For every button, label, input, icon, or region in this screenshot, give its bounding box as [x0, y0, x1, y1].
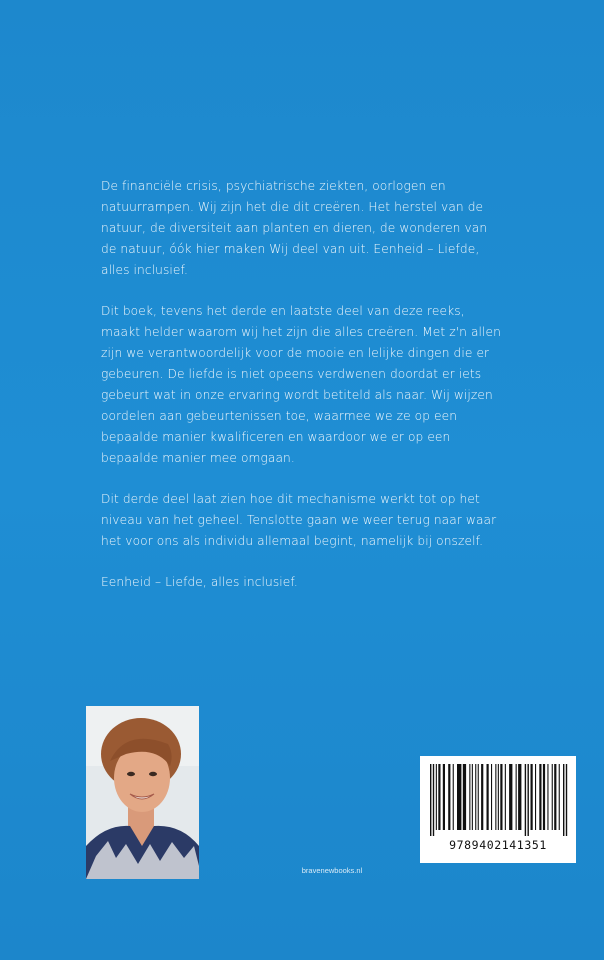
blurb-paragraph-2: Dit boek, tevens het derde en laatste deel van deze reeks, maakt helder waarom wij het zijn die alles creëren. Met z'n allen zijn we verantwoordelijk voor de mooie en lelijke dingen die er gebeuren. De liefde is niet opeens verdwenen doordat er iets gebeurt wat in onze ervaring wordt betiteld als naar. Wij wijzen oordelen aan gebeurtenissen toe, waarmee we ze op een bepaalde manier kwalificeren en waardoor we er op een bepaalde manier mee omgaan. — [101, 304, 501, 465]
publisher-url: bravenewbooks.nl — [301, 866, 363, 875]
blurb-text — [101, 176, 506, 613]
barcode-bars — [428, 764, 568, 836]
author-photo — [86, 706, 199, 879]
isbn-barcode — [420, 756, 576, 863]
isbn-number: 9789402141351 — [449, 838, 547, 852]
blurb-paragraph-1: De financiële crisis, psychiatrische ziekten, oorlogen en natuurrampen. Wij zijn het die dit creëren. Het herstel van de natuur, de diversiteit aan planten en dieren, de wonderen van de natuur, óók hier maken Wij deel van uit. Eenheid – Liefde, alles inclusief. — [101, 179, 488, 277]
blurb-paragraph-3: Dit derde deel laat zien hoe dit mechanisme werkt tot op het niveau van het geheel. Tenslotte gaan we weer terug naar waar het voor ons als individu allemaal begint, namelijk bij onszelf. — [101, 492, 497, 548]
blurb-paragraph-4: Eenheid – Liefde, alles inclusief. — [101, 575, 298, 589]
